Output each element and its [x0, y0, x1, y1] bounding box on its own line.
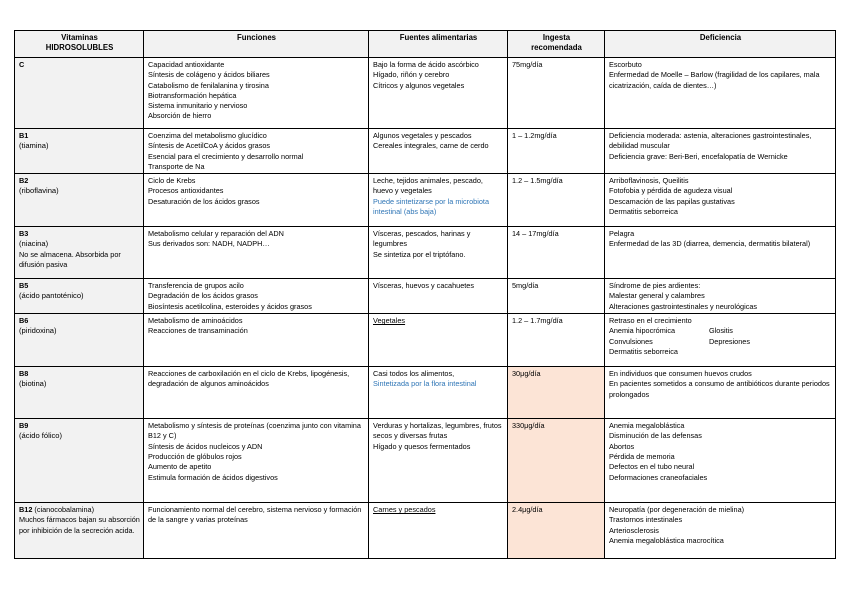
- intake-cell: 30μg/día: [508, 367, 605, 419]
- function-item: Metabolismo y síntesis de proteínas (coenzima junto con vitamina B12 y C): [148, 421, 361, 441]
- deficiency-item: Defectos en el tubo neural: [609, 462, 695, 472]
- function-item: Funcionamiento normal del cerebro, sistema nervioso y formación de la sangre y varias proteínas: [148, 505, 362, 525]
- vitamin-name: B2: [19, 176, 29, 186]
- function-item: Síntesis de colágeno y ácidos biliares: [148, 70, 270, 80]
- deficiency-item: Enfermedad de las 3D (diarrea, demencia, dermatitis bilateral): [609, 239, 811, 249]
- function-item: Absorción de hierro: [148, 111, 212, 121]
- deficiency-item: Alteraciones gastrointestinales y neurológicas: [609, 301, 758, 311]
- vitamin-note: No se almacena. Absorbida por difusión pasiva: [19, 249, 121, 270]
- deficiency-cell: [605, 367, 836, 419]
- vitamin-cell: [15, 129, 144, 174]
- sources-cell: [369, 58, 508, 129]
- functions-cell: [144, 279, 369, 314]
- sources-cell: [369, 129, 508, 174]
- header-vitamins: Vitaminas HIDROSOLUBLES: [15, 31, 144, 58]
- function-item: Síntesis de AcetilCoA y ácidos grasos: [148, 141, 271, 151]
- function-item: Desaturación de los ácidos grasos: [148, 196, 260, 206]
- vitamin-cell: [15, 58, 144, 129]
- function-item: Transporte de Na: [148, 161, 205, 171]
- vitamin-subname: (cianocobalamina): [32, 505, 95, 515]
- vitamin-name: B9: [19, 421, 29, 431]
- deficiency-item: Anemia megaloblástica macrocítica: [609, 536, 724, 546]
- source-item: Vegetales: [373, 316, 406, 326]
- deficiency-cell: [605, 129, 836, 174]
- intake-cell: 14 – 17mg/día: [508, 227, 605, 279]
- deficiency-item: Trastornos intestinales: [609, 515, 683, 525]
- deficiency-item: Pelagra: [609, 229, 635, 239]
- functions-cell: [144, 58, 369, 129]
- vitamin-name: B6: [19, 316, 29, 326]
- deficiency-cell: [605, 314, 836, 367]
- source-item: Vísceras, huevos y cacahuetes: [373, 281, 474, 291]
- deficiency-item: Deficiencia grave: Beri-Beri, encefalopatía de Wernicke: [609, 151, 788, 161]
- deficiency-cell: [605, 503, 836, 559]
- deficiency-item: Deformaciones craneofaciales: [609, 472, 708, 482]
- deficiency-cell: [605, 227, 836, 279]
- function-item: Degradación de los ácidos grasos: [148, 291, 258, 301]
- deficiency-item: Enfermedad de Moelle – Barlow (fragilidad de los capilares, mala cicatrización, caída de dientes…): [609, 70, 820, 90]
- intake-cell: 330μg/día: [508, 419, 605, 503]
- vitamin-cell: [15, 174, 144, 227]
- function-item: Coenzima del metabolismo glucídico: [148, 131, 267, 140]
- deficiency-item: Anemia megaloblástica: [609, 421, 685, 431]
- table-row: [15, 58, 836, 129]
- vitamin-cell: [15, 227, 144, 279]
- deficiency-item: Neuropatía (por degeneración de mielina): [609, 505, 745, 515]
- function-item: Biotransformación hepática: [148, 90, 237, 100]
- table-row: [15, 279, 836, 314]
- vitamin-subname: (tiamina): [19, 141, 49, 151]
- vitamin-cell: [15, 314, 144, 367]
- deficiency-item: Dermatitis seborreica: [609, 207, 678, 217]
- header-functions: Funciones: [144, 31, 369, 58]
- intake-cell: 1 – 1.2mg/día: [508, 129, 605, 174]
- function-item: Reacciones de carboxilación en el ciclo de Krebs, lipogénesis, degradación de algunos aminoácidos: [148, 369, 350, 389]
- sources-cell: [369, 367, 508, 419]
- intake-cell: 5mg/día: [508, 279, 605, 314]
- functions-cell: [144, 367, 369, 419]
- function-item: Procesos antioxidantes: [148, 186, 224, 196]
- functions-cell: [144, 227, 369, 279]
- deficiency-item: [609, 326, 832, 336]
- deficiency-cell: [605, 174, 836, 227]
- function-item: Metabolismo celular y reparación del ADN: [148, 229, 284, 239]
- source-note: Sintetizada por la flora intestinal: [373, 379, 477, 389]
- sources-cell: [369, 503, 508, 559]
- deficiency-item: Abortos: [609, 441, 635, 451]
- vitamin-name: C: [19, 60, 25, 69]
- deficiency-item: Deficiencia moderada: astenia, alteraciones gastrointestinales, debilidad muscular: [609, 131, 812, 151]
- source-item: Casi todos los alimentos,: [373, 369, 455, 379]
- deficiency-item: Arteriosclerosis: [609, 525, 659, 535]
- vitamin-name: B1: [19, 131, 29, 140]
- function-item: Síntesis de ácidos nucleicos y ADN: [148, 441, 263, 451]
- source-item: Bajo la forma de ácido ascórbico: [373, 60, 479, 69]
- source-item: Carnes y pescados: [373, 505, 436, 515]
- vitamin-cell: [15, 279, 144, 314]
- function-item: Transferencia de grupos acilo: [148, 281, 244, 291]
- deficiency-item: Escorbuto: [609, 60, 642, 69]
- deficiency-item: Convulsiones: [609, 336, 653, 346]
- deficiency-item: En pacientes sometidos a consumo de antibióticos durante periodos prolongados: [609, 379, 830, 399]
- deficiency-item: Fotofobia y pérdida de agudeza visual: [609, 186, 733, 196]
- function-item: Producción de glóbulos rojos: [148, 452, 242, 462]
- intake-cell: 75mg/día: [508, 58, 605, 129]
- vitamin-subname: (riboflavina): [19, 186, 59, 196]
- vitamin-cell: [15, 419, 144, 503]
- intake-cell: 2.4μg/día: [508, 503, 605, 559]
- table-row: [15, 174, 836, 227]
- functions-cell: [144, 419, 369, 503]
- source-item: Vísceras, pescados, harinas y legumbres: [373, 229, 471, 249]
- vitamin-name: B5: [19, 281, 29, 291]
- source-item: Hígado y quesos fermentados: [373, 441, 471, 451]
- deficiency-item: Anemia hipocrómica: [609, 326, 676, 336]
- functions-cell: [144, 314, 369, 367]
- deficiency-item: Glositis: [709, 326, 733, 336]
- source-item: Algunos vegetales y pescados: [373, 131, 472, 140]
- table-row: [15, 129, 836, 174]
- deficiency-cell: [605, 279, 836, 314]
- deficiency-item: Malestar general y calambres: [609, 291, 705, 301]
- sources-cell: [369, 314, 508, 367]
- deficiency-item: Retraso en el crecimiento: [609, 316, 692, 326]
- functions-cell: [144, 129, 369, 174]
- function-item: Reacciones de transaminación: [148, 326, 248, 336]
- vitamin-subname: (biotina): [19, 379, 47, 389]
- deficiency-item: Síndrome de pies ardientes:: [609, 281, 701, 291]
- header-sources: Fuentes alimentarias: [369, 31, 508, 58]
- functions-cell: [144, 503, 369, 559]
- deficiency-cell: [605, 419, 836, 503]
- vitamin-note: Muchos fármacos bajan su absorción por inhibición de la secreción acida.: [19, 515, 140, 535]
- vitamin-subname: (niacina): [19, 239, 49, 249]
- vitamin-name: B3: [19, 229, 29, 239]
- sources-cell: [369, 419, 508, 503]
- function-item: Aumento de apetito: [148, 462, 212, 472]
- functions-cell: [144, 174, 369, 227]
- deficiency-item: [609, 337, 832, 347]
- source-item: Se sintetiza por el triptófano.: [373, 249, 466, 259]
- deficiency-item: Disminución de las defensas: [609, 431, 702, 441]
- header-row: [15, 31, 836, 58]
- vitamin-cell: [15, 367, 144, 419]
- table-body: [15, 58, 836, 559]
- sources-cell: [369, 227, 508, 279]
- table-row: [15, 227, 836, 279]
- function-item: Capacidad antioxidante: [148, 60, 225, 69]
- function-item: Catabolismo de fenilalanina y tirosina: [148, 80, 269, 90]
- table-row: [15, 503, 836, 559]
- sources-cell: [369, 279, 508, 314]
- function-item: Estimula formación de ácidos digestivos: [148, 472, 278, 482]
- function-item: Ciclo de Krebs: [148, 176, 196, 186]
- vitamin-name: B12 (cianocobalamina): [19, 505, 95, 515]
- deficiency-item: Descamación de las papilas gustativas: [609, 196, 735, 206]
- source-item: Verduras y hortalizas, legumbres, frutos secos y diversas frutas: [373, 421, 502, 441]
- header-deficiency: Deficiencia: [605, 31, 836, 58]
- vitamins-table: [14, 30, 836, 559]
- table-row: [15, 314, 836, 367]
- deficiency-item: Depresiones: [709, 336, 750, 346]
- function-item: Metabolismo de aminoácidos: [148, 316, 243, 326]
- sources-cell: [369, 174, 508, 227]
- source-item: Cítricos y algunos vegetales: [373, 80, 465, 90]
- deficiency-cell: [605, 58, 836, 129]
- vitamin-subname: (ácido fólico): [19, 431, 63, 441]
- source-item: Leche, tejidos animales, pescado, huevo y vegetales: [373, 176, 483, 196]
- deficiency-item: Arriboflavinosis, Queilitis: [609, 176, 689, 186]
- vitamin-subname: (ácido pantoténico): [19, 291, 84, 301]
- source-item: Cereales integrales, carne de cerdo: [373, 141, 489, 151]
- deficiency-item: Dermatitis seborreica: [609, 347, 678, 357]
- header-intake: Ingesta recomendada: [508, 31, 605, 58]
- table-row: [15, 367, 836, 419]
- function-item: Biosíntesis acetilcolina, esteroides y ácidos grasos: [148, 301, 312, 311]
- deficiency-item: Pérdida de memoria: [609, 452, 675, 462]
- vitamins-table-container: [14, 30, 835, 559]
- function-item: Sistema inmunitario y nervioso: [148, 101, 248, 111]
- vitamin-cell: [15, 503, 144, 559]
- deficiency-item: En individuos que consumen huevos crudos: [609, 369, 752, 379]
- intake-cell: 1.2 – 1.5mg/día: [508, 174, 605, 227]
- table-row: [15, 419, 836, 503]
- vitamin-subname: (piridoxina): [19, 326, 57, 336]
- source-note: Puede sintetizarse por la microbiota intestinal (abs baja): [373, 196, 489, 217]
- function-item: Sus derivados son: NADH, NADPH…: [148, 239, 270, 249]
- intake-cell: 1.2 – 1.7mg/día: [508, 314, 605, 367]
- function-item: Esencial para el crecimiento y desarrollo normal: [148, 151, 304, 161]
- source-item: Hígado, riñón y cerebro: [373, 70, 450, 80]
- vitamin-name: B8: [19, 369, 29, 379]
